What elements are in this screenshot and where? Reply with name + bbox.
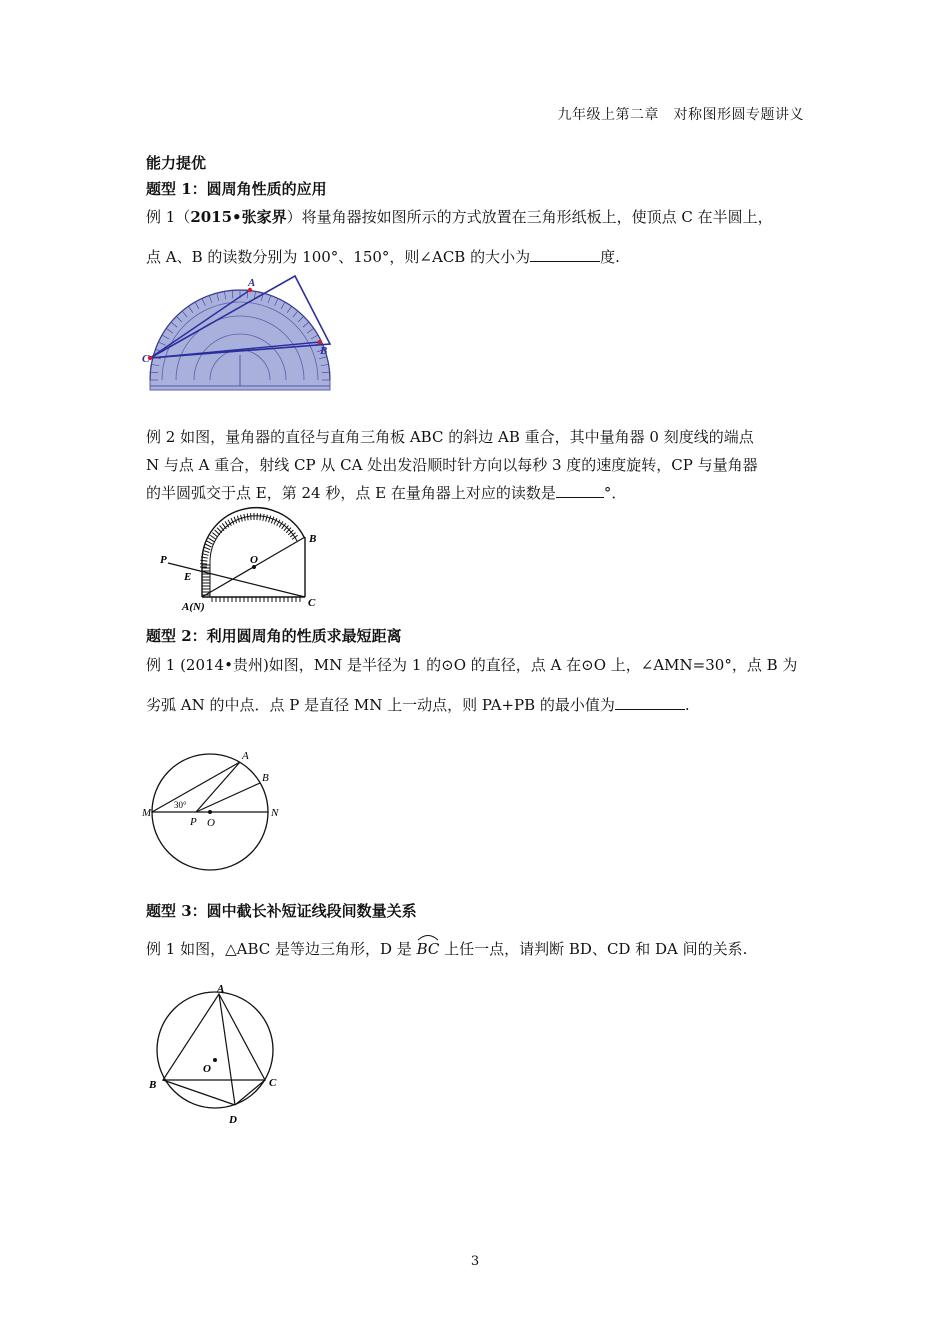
type1-example2-line3: 的半圆弧交于点 E，第 24 秒，点 E 在量角器上对应的读数是 °．	[146, 484, 627, 502]
type2-example1-line1: 例 1 (2014•贵州)如图，MN 是半径为 1 的⊙O 的直径，点 A 在⊙O 上，∠AMN=30°，点 B 为	[146, 656, 798, 674]
page-header: 九年级上第二章 对称图形圆专题讲义	[557, 107, 804, 123]
type1-example2-line2: N 与点 A 重合，射线 CP 从 CA 处出发沿顺时针方向以每秒 3 度的速度旋转，CP 与量角器	[146, 456, 758, 474]
type1-example1	[146, 203, 806, 271]
type2-title: 题型 2：利用圆周角的性质求最短距离	[146, 627, 402, 645]
type3-example1: 例 1 如图，△ABC 是等边三角形，D 是 BC 上任一点，请判断 BD、CD 和 DA 间的关系.	[146, 935, 806, 963]
label-B: B	[309, 533, 317, 545]
protractor-ray-figure	[150, 505, 330, 615]
label-A: A	[217, 983, 225, 995]
protractor-triangle-figure	[140, 270, 340, 395]
label-P: P	[160, 554, 167, 566]
type1-example1-line1: 例 1（2015•张家界）将量角器按如图所示的方式放置在三角形纸板上，使顶点 C 在半圆上，	[146, 208, 773, 226]
label-O: O	[250, 554, 258, 566]
type1-example2-line1: 例 2 如图，量角器的直径与直角三角板 ABC 的斜边 AB 重合，其中量角器 0 刻度线的端点	[146, 428, 754, 446]
label-D: D	[229, 1114, 237, 1126]
arc-BC: BC	[417, 935, 440, 963]
label-M: M	[142, 807, 152, 819]
label-E: E	[184, 571, 192, 583]
label-B: B	[320, 345, 328, 357]
type1-title: 题型 1：圆周角性质的应用	[146, 180, 327, 198]
page-number: 3	[470, 1254, 480, 1269]
answer-blank[interactable]	[530, 261, 600, 262]
inscribed-triangle-figure	[145, 980, 295, 1130]
label-A: A	[248, 277, 256, 289]
type2-example1	[146, 651, 806, 719]
label-B: B	[149, 1079, 157, 1091]
label-N: N	[271, 807, 279, 819]
section-heading: 能力提优	[146, 154, 207, 172]
label-AN: A(N)	[182, 601, 205, 613]
answer-blank[interactable]	[556, 497, 604, 498]
type1-example2	[146, 423, 806, 507]
label-C: C	[308, 597, 316, 609]
answer-blank[interactable]	[615, 709, 685, 710]
label-P: P	[190, 816, 197, 828]
label-C: C	[142, 353, 150, 365]
type2-example1-line2: 劣弧 AN 的中点．点 P 是直径 MN 上一动点，则 PA+PB 的最小值为 .	[146, 696, 690, 714]
label-O: O	[203, 1063, 211, 1075]
circle-diameter-figure	[138, 742, 288, 872]
label-B: B	[262, 772, 269, 784]
type1-example1-line2: 点 A、B 的读数分别为 100°、150°，则∠ACB 的大小为 度.	[146, 248, 620, 266]
label-O: O	[207, 817, 215, 829]
label-C: C	[269, 1077, 277, 1089]
label-angle: 30°	[174, 800, 187, 810]
type3-title: 题型 3：圆中截长补短证线段间数量关系	[146, 902, 417, 920]
label-A: A	[242, 750, 249, 762]
